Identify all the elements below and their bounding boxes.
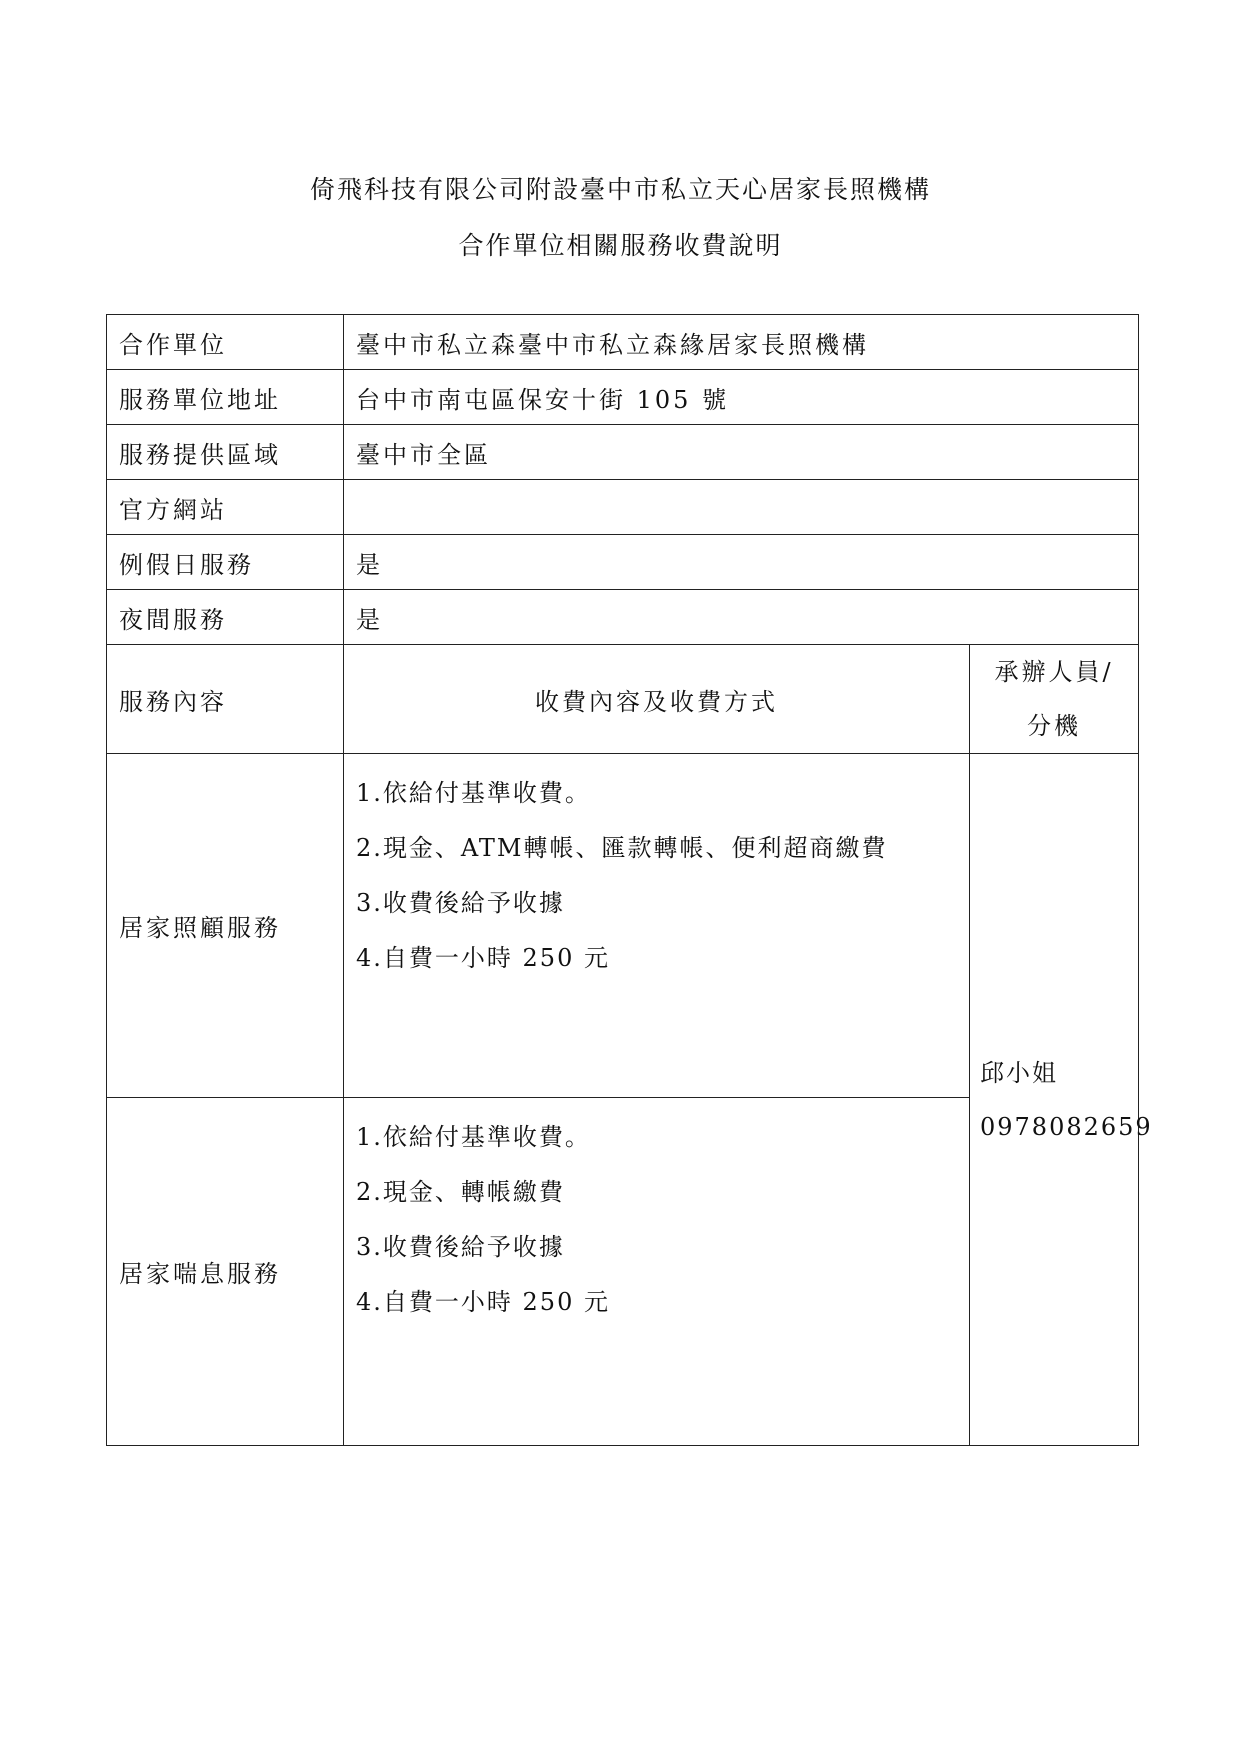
table-row xyxy=(107,370,1139,425)
list-item: 1.依給付基準收費。 xyxy=(356,1123,591,1151)
service-name-respite-care: 居家喘息服務 xyxy=(107,1098,344,1446)
table-row xyxy=(107,480,1139,535)
document-title: 倚飛科技有限公司附設臺中市私立天心居家長照機構 xyxy=(309,175,931,204)
list-item: 1.依給付基準收費。 xyxy=(356,779,591,807)
row-label-night-service: 夜間服務 xyxy=(107,590,344,645)
header-service-content: 服務內容 xyxy=(107,645,344,754)
header-contact-line2: 分機 xyxy=(1027,712,1081,740)
row-value-partner-unit: 臺中市私立森臺中市私立森緣居家長照機構 xyxy=(344,315,1139,370)
header-contact xyxy=(970,645,1139,754)
table-row xyxy=(107,535,1139,590)
service-name-home-care: 居家照顧服務 xyxy=(107,754,344,1098)
list-item: 3.收費後給予收據 xyxy=(356,1233,565,1261)
list-item: 4.自費一小時 250 元 xyxy=(356,1288,610,1316)
contact-cell xyxy=(970,754,1153,1446)
table-row xyxy=(107,754,1139,1098)
table-row xyxy=(107,425,1139,480)
row-label-service-area: 服務提供區域 xyxy=(107,425,344,480)
contact-phone: 0978082659 xyxy=(980,1112,1153,1141)
fee-list-respite-care xyxy=(344,1098,970,1446)
service-info-table xyxy=(106,314,1153,1446)
table-row xyxy=(107,590,1139,645)
contact-name: 邱小姐 xyxy=(980,1058,1058,1087)
row-label-partner-unit: 合作單位 xyxy=(107,315,344,370)
row-value-service-area: 臺中市全區 xyxy=(344,425,1139,480)
table-row xyxy=(107,315,1139,370)
row-label-holiday-service: 例假日服務 xyxy=(107,535,344,590)
header-fee-method: 收費內容及收費方式 xyxy=(344,645,970,754)
row-label-website: 官方網站 xyxy=(107,480,344,535)
row-value-holiday-service: 是 xyxy=(344,535,1139,590)
list-item: 3.收費後給予收據 xyxy=(356,889,565,917)
table-header-row xyxy=(107,645,1139,754)
header-contact-line1: 承辦人員/ xyxy=(994,658,1114,686)
list-item: 2.現金、轉帳繳費 xyxy=(356,1178,565,1206)
list-item: 2.現金、ATM轉帳、匯款轉帳、便利超商繳費 xyxy=(356,834,888,862)
row-value-address: 台中市南屯區保安十街 105 號 xyxy=(344,370,1139,425)
row-value-website xyxy=(344,480,1139,535)
document-subtitle: 合作單位相關服務收費說明 xyxy=(458,231,783,260)
row-value-night-service: 是 xyxy=(344,590,1139,645)
fee-list-home-care xyxy=(344,754,970,1098)
list-item: 4.自費一小時 250 元 xyxy=(356,944,610,972)
row-label-address: 服務單位地址 xyxy=(107,370,344,425)
